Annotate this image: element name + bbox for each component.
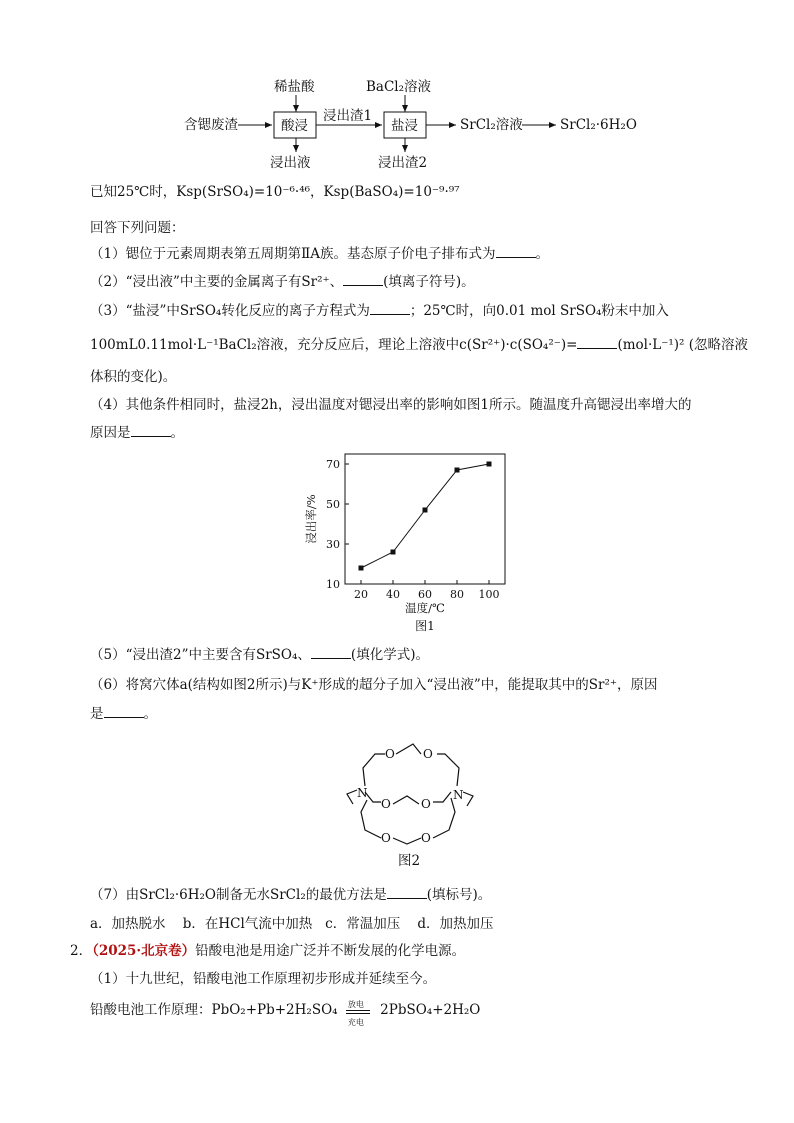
data-point [455,468,460,473]
figure2-caption: 图2 [398,853,421,869]
oxygen-atom: O [381,831,391,845]
prompt-line: 回答下列问题： [90,220,185,236]
answer-blank[interactable] [104,705,144,718]
acid-leach-label: 酸浸 [281,118,308,134]
y-tick-label: 30 [326,538,340,551]
question-3-end: 体积的变化)。 [90,369,177,385]
data-point [487,462,492,467]
question-7-options: a．加热脱水 b．在HCl气流中加热 c．常温加压 d．加热加压 [90,916,494,932]
question-7: （7）由SrCl₂·6H₂O制备无水SrCl₂的最优方法是 (填标号)。 [90,887,492,903]
question-2: （2）“浸出液”中主要的金属离子有Sr²⁺、 (填离子符号)。 [90,274,475,290]
x-axis-label: 温度/℃ [405,601,445,615]
chart-caption: 图1 [415,619,435,633]
oxygen-atom: O [381,797,391,811]
question-5: （5）“浸出渣2”中主要含有SrSO₄、 (填化学式)。 [90,647,429,663]
raw-material-label: 含锶废渣 [184,117,238,133]
x-tick-label: 20 [354,588,368,601]
answer-blank[interactable] [343,273,383,286]
nitrogen-atom: N [357,786,368,800]
series-line [361,464,489,568]
y-axis-label: 浸出率/% [304,494,318,544]
data-point [423,508,428,513]
cryptand-structure [335,730,485,870]
question-3: （3）“盐浸”中SrSO₄转化反应的离子方程式为 ；25℃时，向0.01 mol SrSO₄粉末中加入 [90,303,669,319]
nitrogen-atom: N [453,788,464,802]
oxygen-atom: O [385,747,395,761]
residue2-label: 浸出渣2 [378,155,428,171]
oxygen-atom: O [421,797,431,811]
answer-blank[interactable] [131,424,171,437]
y-tick-label: 70 [326,458,340,471]
question-3-cont: 100mL0.11mol·L⁻¹BaCl₂溶液，充分反应后，理论上溶液中c(Sr²⁺)·c(SO₄²⁻)= (mol·L⁻¹)² (忽略溶液 [90,337,749,353]
srcl2-hydrate-label: SrCl₂·6H₂O [560,117,637,133]
answer-blank[interactable] [496,245,536,258]
question-4-cont: 原因是 。 [90,425,184,441]
answer-blank[interactable] [311,646,351,659]
oxygen-atom: O [421,831,431,845]
question-6: （6）将窝穴体a(结构如图2所示)与K⁺形成的超分子加入“浸出液”中，能提取其中的Sr²⁺，原因 [90,677,658,693]
x-tick-label: 40 [386,588,400,601]
known-constants: 已知25℃时，Ksp(SrSO₄)=10⁻⁶·⁴⁶，Ksp(BaSO₄)=10⁻⁹·⁹⁷ [90,184,460,200]
source-tag: （2025·北京卷） [92,943,196,959]
residue1-label: 浸出渣1 [323,108,373,124]
data-point [359,566,364,571]
question-6-cont: 是 。 [90,706,157,722]
reagent1-label: 稀盐酸 [274,79,315,95]
y-tick-label: 10 [326,578,340,591]
question-4: （4）其他条件相同时，盐浸2h，浸出温度对锶浸出率的影响如图1所示。随温度升高锶浸出率增大的 [90,397,692,413]
reversible-arrow: 放电 充电 [342,1002,376,1020]
leach-rate-chart [300,448,520,638]
process-flowchart [170,70,650,175]
reagent2-label: BaCl₂溶液 [366,79,432,95]
x-tick-label: 60 [418,588,432,601]
lead-acid-equation: 铅酸电池工作原理：PbO₂+Pb+2H₂SO₄ 放电 充电 2PbSO₄+2H₂O [90,999,481,1027]
salt-leach-label: 盐浸 [391,118,418,134]
answer-blank[interactable] [387,886,427,899]
problem-2-header: 2．（2025·北京卷）铅酸电池是用途广泛并不断发展的化学电源。 [70,943,466,959]
y-tick-label: 50 [326,498,340,511]
srcl2-solution-label: SrCl₂溶液 [460,117,523,133]
answer-blank[interactable] [370,302,410,315]
x-tick-label: 80 [450,588,464,601]
data-point [391,550,396,555]
leachate-label: 浸出液 [270,155,311,171]
problem-2-q1: （1）十九世纪，铅酸电池工作原理初步形成并延续至今。 [90,971,437,987]
question-1: （1）锶位于元素周期表第五周期第ⅡA族。基态原子价电子排布式为 。 [90,246,550,262]
oxygen-atom: O [423,747,433,761]
answer-blank[interactable] [577,336,617,349]
x-tick-label: 100 [478,588,500,601]
